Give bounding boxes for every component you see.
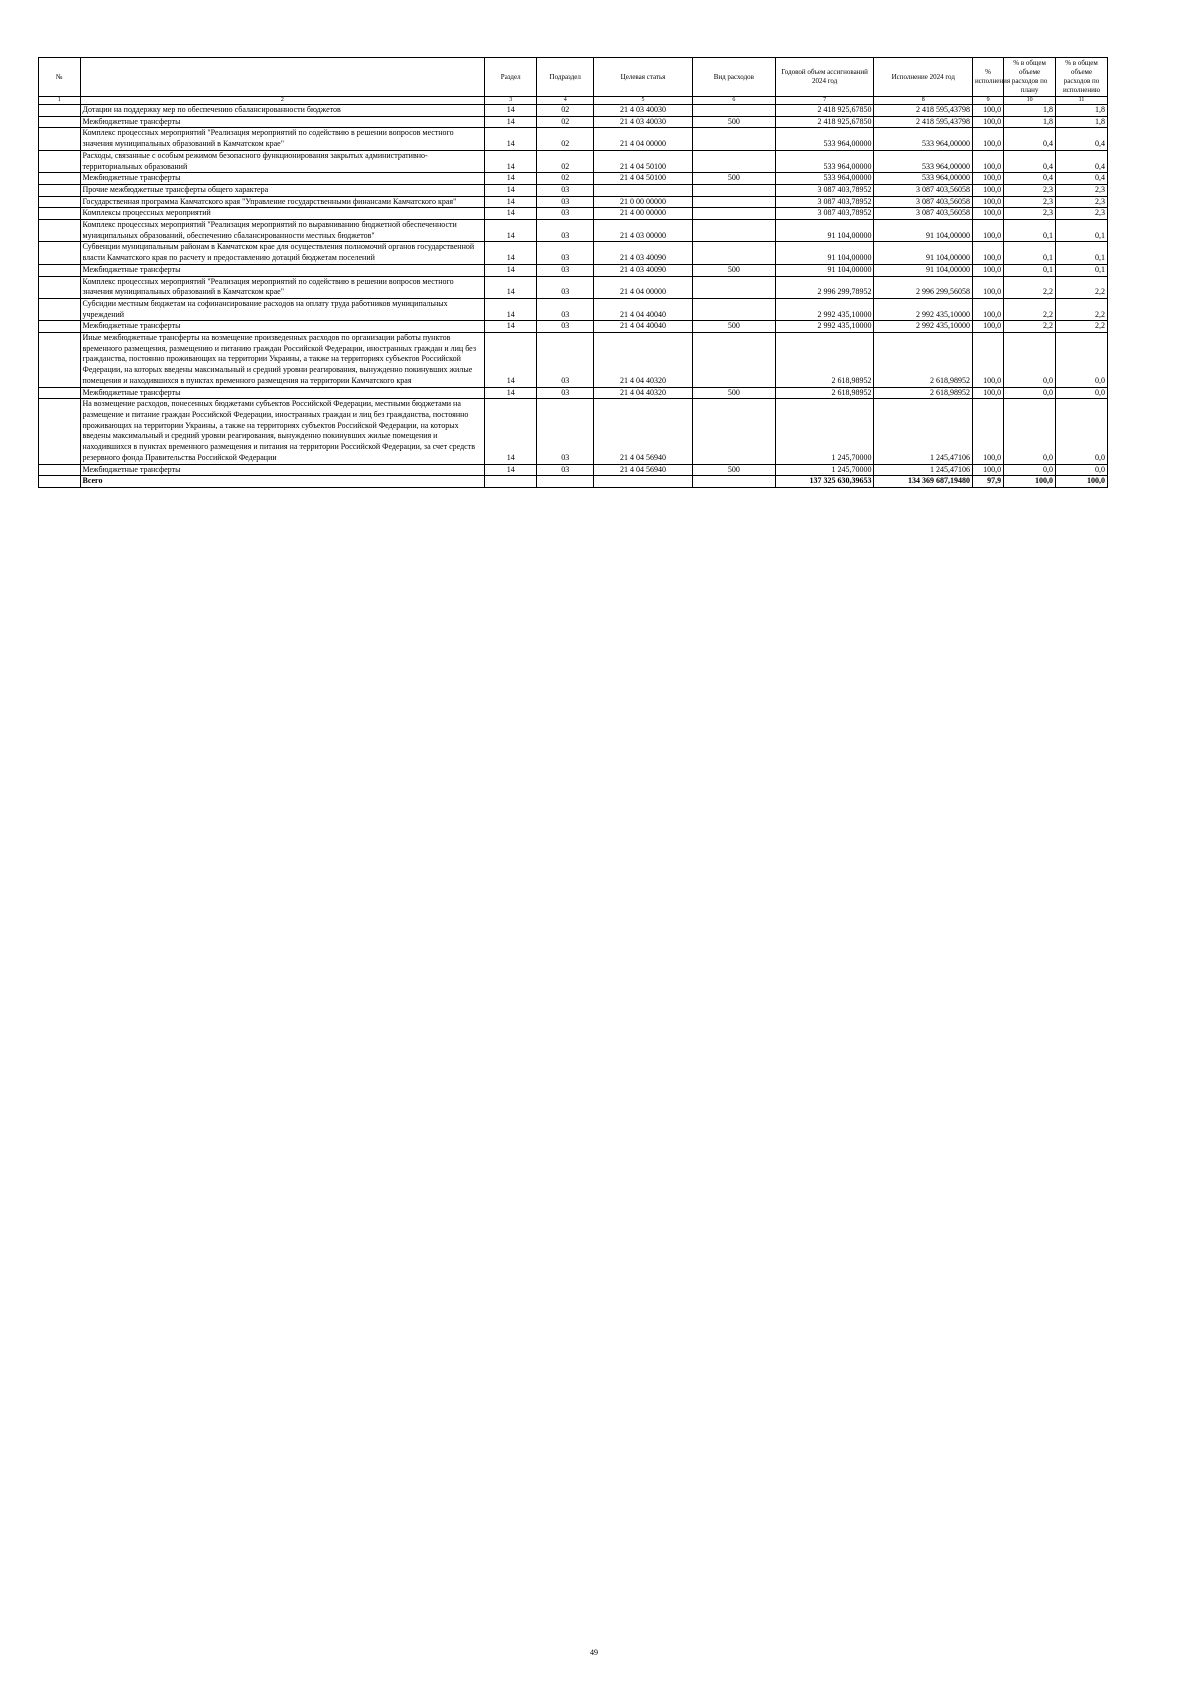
row-share-fact: 2,3 [1056, 196, 1108, 208]
row-name: На возмещение расходов, понесенных бюджетами субъектов Российской Федерации, местными бюджетами на размещение и питание граждан Российской Федерации, иностранных граждан и лиц без гражданства, постоянно проживающих на территории Украины, а также на территориях субъектов Российской Федерации, на которых введены максимальный и средний уровни реагирования, вынужденно покинувших жилые помещения и находившихся в пунктах временного размещения и питания на территории Российской Федерации, за счет средств резервного фонда Правительства Российской Федерации [80, 399, 485, 464]
row-pct: 100,0 [973, 173, 1004, 185]
row-expense-type [692, 333, 775, 388]
table-row [39, 399, 1108, 464]
row-plan: 2 418 925,67850 [775, 116, 874, 128]
row-pct: 100,0 [973, 150, 1004, 172]
total-fact: 134 369 687,19480 [874, 476, 973, 488]
header-target-article: Целевая статья [594, 58, 693, 97]
row-expense-type [692, 128, 775, 150]
row-share-plan: 0,0 [1004, 387, 1056, 399]
row-name: Дотации на поддержку мер по обеспечению сбалансированности бюджетов [80, 105, 485, 117]
colnum: 8 [874, 97, 973, 105]
row-fact: 533 964,00000 [874, 173, 973, 185]
row-fact: 2 618,98952 [874, 333, 973, 388]
row-share-plan: 0,1 [1004, 242, 1056, 264]
row-razdel: 14 [485, 399, 537, 464]
row-expense-type [692, 150, 775, 172]
row-expense-type [692, 242, 775, 264]
row-razdel: 14 [485, 321, 537, 333]
row-num [39, 242, 81, 264]
row-plan: 1 245,70000 [775, 399, 874, 464]
row-expense-type [692, 184, 775, 196]
colnum: 1 [39, 97, 81, 105]
row-share-fact: 0,0 [1056, 464, 1108, 476]
row-fact: 533 964,00000 [874, 150, 973, 172]
row-podrazdel: 03 [537, 399, 594, 464]
colnum: 10 [1004, 97, 1056, 105]
row-name: Межбюджетные трансферты [80, 264, 485, 276]
row-share-plan: 2,3 [1004, 208, 1056, 220]
row-pct: 100,0 [973, 220, 1004, 242]
row-name: Комплекс процессных мероприятий "Реализация мероприятий по содействию в решении вопросов местного значения муниципальных образований в Камчатском крае" [80, 128, 485, 150]
row-share-plan: 2,3 [1004, 184, 1056, 196]
row-share-fact: 0,1 [1056, 242, 1108, 264]
row-pct: 100,0 [973, 264, 1004, 276]
row-plan: 91 104,00000 [775, 242, 874, 264]
row-share-fact: 1,8 [1056, 105, 1108, 117]
total-plan: 137 325 630,39653 [775, 476, 874, 488]
row-pct: 100,0 [973, 196, 1004, 208]
row-fact: 2 618,98952 [874, 387, 973, 399]
row-podrazdel: 03 [537, 321, 594, 333]
row-fact: 2 992 435,10000 [874, 321, 973, 333]
row-expense-type [692, 399, 775, 464]
row-target-article: 21 4 03 00000 [594, 220, 693, 242]
row-fact: 533 964,00000 [874, 128, 973, 150]
row-podrazdel: 03 [537, 464, 594, 476]
row-share-fact: 0,4 [1056, 173, 1108, 185]
table-row [39, 276, 1108, 298]
row-razdel: 14 [485, 173, 537, 185]
row-plan: 2 992 435,10000 [775, 298, 874, 320]
table-row [39, 321, 1108, 333]
row-razdel: 14 [485, 298, 537, 320]
row-fact: 3 087 403,56058 [874, 184, 973, 196]
total-empty-cell [537, 476, 594, 488]
total-empty-cell [594, 476, 693, 488]
row-fact: 91 104,00000 [874, 264, 973, 276]
row-pct: 100,0 [973, 242, 1004, 264]
row-target-article: 21 4 03 40090 [594, 264, 693, 276]
row-plan: 91 104,00000 [775, 220, 874, 242]
row-fact: 1 245,47106 [874, 399, 973, 464]
row-podrazdel: 02 [537, 150, 594, 172]
row-podrazdel: 02 [537, 173, 594, 185]
page-number: 49 [590, 1648, 598, 1657]
colnum: 11 [1056, 97, 1108, 105]
row-plan: 2 996 299,78952 [775, 276, 874, 298]
row-podrazdel: 03 [537, 333, 594, 388]
colnum: 9 [973, 97, 1004, 105]
table-row [39, 116, 1108, 128]
row-pct: 100,0 [973, 116, 1004, 128]
row-podrazdel: 03 [537, 276, 594, 298]
total-empty-cell [692, 476, 775, 488]
row-share-plan: 1,8 [1004, 116, 1056, 128]
row-num [39, 220, 81, 242]
table-row [39, 464, 1108, 476]
row-razdel: 14 [485, 196, 537, 208]
colnum: 3 [485, 97, 537, 105]
row-razdel: 14 [485, 242, 537, 264]
row-podrazdel: 03 [537, 196, 594, 208]
row-target-article: 21 4 03 40030 [594, 116, 693, 128]
row-share-fact: 0,1 [1056, 220, 1108, 242]
row-num [39, 298, 81, 320]
row-podrazdel: 02 [537, 105, 594, 117]
row-pct: 100,0 [973, 105, 1004, 117]
row-target-article: 21 4 04 50100 [594, 173, 693, 185]
row-plan: 2 418 925,67850 [775, 105, 874, 117]
budget-execution-table [38, 57, 1108, 488]
row-num [39, 276, 81, 298]
table-row [39, 208, 1108, 220]
table-row [39, 150, 1108, 172]
header-razdel: Раздел [485, 58, 537, 97]
row-pct: 100,0 [973, 333, 1004, 388]
row-share-fact: 0,1 [1056, 264, 1108, 276]
colnum: 6 [692, 97, 775, 105]
row-share-fact: 0,4 [1056, 128, 1108, 150]
row-expense-type [692, 196, 775, 208]
row-expense-type [692, 276, 775, 298]
row-razdel: 14 [485, 220, 537, 242]
total-num-cell [39, 476, 81, 488]
row-razdel: 14 [485, 116, 537, 128]
row-target-article: 21 4 04 50100 [594, 150, 693, 172]
row-name: Комплексы процессных мероприятий [80, 208, 485, 220]
row-share-plan: 0,4 [1004, 173, 1056, 185]
row-razdel: 14 [485, 264, 537, 276]
row-share-plan: 1,8 [1004, 105, 1056, 117]
row-expense-type [692, 298, 775, 320]
total-pct: 97,9 [973, 476, 1004, 488]
row-pct: 100,0 [973, 387, 1004, 399]
row-target-article: 21 4 00 00000 [594, 208, 693, 220]
row-share-plan: 0,1 [1004, 264, 1056, 276]
row-share-fact: 0,0 [1056, 399, 1108, 464]
row-podrazdel: 02 [537, 128, 594, 150]
row-num [39, 387, 81, 399]
row-target-article: 21 4 04 56940 [594, 464, 693, 476]
row-target-article: 21 0 00 00000 [594, 196, 693, 208]
colnum: 4 [537, 97, 594, 105]
row-num [39, 264, 81, 276]
row-name: Иные межбюджетные трансферты на возмещение произведенных расходов по организации работы пунктов временного размещения, размещению и питанию граждан Российской Федерации, иностранных граждан и лиц без гражданства, постоянно проживающих на территории Украины, а также на территориях субъектов Российской Федерации, на которых введены максимальный и средний уровни реагирования, вынужденно покинувших жилые помещения и находившихся в пунктах временного размещения на территории Камчатского края [80, 333, 485, 388]
row-podrazdel: 03 [537, 387, 594, 399]
row-plan: 533 964,00000 [775, 150, 874, 172]
row-num [39, 196, 81, 208]
row-razdel: 14 [485, 128, 537, 150]
table-row [39, 387, 1108, 399]
row-pct: 100,0 [973, 321, 1004, 333]
row-target-article [594, 184, 693, 196]
row-share-plan: 2,2 [1004, 276, 1056, 298]
row-name: Прочие межбюджетные трансферты общего характера [80, 184, 485, 196]
row-plan: 1 245,70000 [775, 464, 874, 476]
row-name: Комплекс процессных мероприятий "Реализация мероприятий по содействию в решении вопросов местного значения муниципальных образований в Камчатском крае" [80, 276, 485, 298]
row-podrazdel: 03 [537, 298, 594, 320]
row-pct: 100,0 [973, 184, 1004, 196]
table-row [39, 264, 1108, 276]
row-podrazdel: 03 [537, 242, 594, 264]
row-share-fact: 2,2 [1056, 276, 1108, 298]
row-target-article: 21 4 04 00000 [594, 276, 693, 298]
row-num [39, 184, 81, 196]
row-share-fact: 1,8 [1056, 116, 1108, 128]
row-target-article: 21 4 03 40090 [594, 242, 693, 264]
row-num [39, 333, 81, 388]
row-fact: 2 996 299,56058 [874, 276, 973, 298]
row-fact: 91 104,00000 [874, 242, 973, 264]
row-expense-type [692, 220, 775, 242]
row-share-plan: 2,3 [1004, 196, 1056, 208]
row-fact: 2 418 595,43798 [874, 105, 973, 117]
row-name: Межбюджетные трансферты [80, 116, 485, 128]
header-expense-type: Вид расходов [692, 58, 775, 97]
total-label: Всего [80, 476, 485, 488]
row-podrazdel: 03 [537, 264, 594, 276]
table-row [39, 196, 1108, 208]
row-target-article: 21 4 04 56940 [594, 399, 693, 464]
total-row [39, 476, 1108, 488]
row-share-plan: 2,2 [1004, 298, 1056, 320]
table-row [39, 173, 1108, 185]
row-plan: 3 087 403,78952 [775, 184, 874, 196]
row-num [39, 399, 81, 464]
table-row [39, 220, 1108, 242]
row-name: Субвенции муниципальным районам в Камчатском крае для осуществления полномочий органов государственной власти Камчатского края по расчету и предоставлению дотаций бюджетам поселений [80, 242, 485, 264]
row-share-plan: 0,1 [1004, 220, 1056, 242]
row-plan: 2 992 435,10000 [775, 321, 874, 333]
row-share-plan: 2,2 [1004, 321, 1056, 333]
row-target-article: 21 4 03 40030 [594, 105, 693, 117]
row-plan: 91 104,00000 [775, 264, 874, 276]
row-plan: 2 618,98952 [775, 387, 874, 399]
row-plan: 3 087 403,78952 [775, 208, 874, 220]
row-num [39, 208, 81, 220]
row-name: Государственная программа Камчатского края "Управление государственными финансами Камчатского края" [80, 196, 485, 208]
row-razdel: 14 [485, 464, 537, 476]
row-target-article: 21 4 04 40320 [594, 333, 693, 388]
total-share-fact: 100,0 [1056, 476, 1108, 488]
row-num [39, 321, 81, 333]
row-num [39, 105, 81, 117]
table-row [39, 128, 1108, 150]
row-fact: 91 104,00000 [874, 220, 973, 242]
row-expense-type: 500 [692, 464, 775, 476]
row-share-fact: 2,3 [1056, 208, 1108, 220]
row-expense-type: 500 [692, 321, 775, 333]
row-pct: 100,0 [973, 399, 1004, 464]
row-plan: 533 964,00000 [775, 173, 874, 185]
row-pct: 100,0 [973, 208, 1004, 220]
row-share-plan: 0,4 [1004, 150, 1056, 172]
table-row [39, 242, 1108, 264]
row-expense-type: 500 [692, 116, 775, 128]
row-razdel: 14 [485, 208, 537, 220]
row-expense-type: 500 [692, 173, 775, 185]
row-name: Межбюджетные трансферты [80, 173, 485, 185]
row-pct: 100,0 [973, 276, 1004, 298]
colnum: 5 [594, 97, 693, 105]
table-row [39, 184, 1108, 196]
row-fact: 1 245,47106 [874, 464, 973, 476]
row-num [39, 150, 81, 172]
header-podrazdel: Подраздел [537, 58, 594, 97]
header-share-fact: % в общем объеме расходов по исполнению [1056, 58, 1108, 97]
column-numbers-row [39, 97, 1108, 105]
row-num [39, 173, 81, 185]
row-plan: 533 964,00000 [775, 128, 874, 150]
row-expense-type [692, 208, 775, 220]
row-razdel: 14 [485, 276, 537, 298]
row-fact: 2 992 435,10000 [874, 298, 973, 320]
header-num: № [39, 58, 81, 97]
row-target-article: 21 4 04 40040 [594, 298, 693, 320]
row-razdel: 14 [485, 387, 537, 399]
row-share-plan: 0,0 [1004, 333, 1056, 388]
header-fact: Исполнение 2024 год [874, 58, 973, 97]
row-fact: 2 418 595,43798 [874, 116, 973, 128]
row-share-fact: 2,2 [1056, 298, 1108, 320]
row-share-fact: 2,2 [1056, 321, 1108, 333]
table-row [39, 105, 1108, 117]
row-share-plan: 0,4 [1004, 128, 1056, 150]
row-podrazdel: 03 [537, 220, 594, 242]
row-share-fact: 0,0 [1056, 387, 1108, 399]
row-razdel: 14 [485, 333, 537, 388]
row-num [39, 116, 81, 128]
row-pct: 100,0 [973, 298, 1004, 320]
row-pct: 100,0 [973, 464, 1004, 476]
row-razdel: 14 [485, 150, 537, 172]
header-plan: Годовой объем ассигнований 2024 год [775, 58, 874, 97]
row-share-fact: 0,4 [1056, 150, 1108, 172]
row-share-plan: 0,0 [1004, 399, 1056, 464]
row-razdel: 14 [485, 184, 537, 196]
total-empty-cell [485, 476, 537, 488]
row-target-article: 21 4 04 40040 [594, 321, 693, 333]
row-pct: 100,0 [973, 128, 1004, 150]
row-name: Субсидии местным бюджетам на софинансирование расходов на оплату труда работников муниципальных учреждений [80, 298, 485, 320]
row-expense-type: 500 [692, 387, 775, 399]
row-name: Межбюджетные трансферты [80, 387, 485, 399]
row-razdel: 14 [485, 105, 537, 117]
header-share-plan: % в общем объеме расходов по плану [1004, 58, 1056, 97]
row-expense-type: 500 [692, 264, 775, 276]
row-name: Расходы, связанные с особым режимом безопасного функционирования закрытых административно-территориальных образований [80, 150, 485, 172]
header-row [39, 58, 1108, 97]
header-name [80, 58, 485, 97]
row-name: Межбюджетные трансферты [80, 464, 485, 476]
row-num [39, 128, 81, 150]
row-fact: 3 087 403,56058 [874, 196, 973, 208]
colnum: 2 [80, 97, 485, 105]
header-pct: % исполнения [973, 58, 1004, 97]
row-target-article: 21 4 04 00000 [594, 128, 693, 150]
row-share-fact: 2,3 [1056, 184, 1108, 196]
row-name: Комплекс процессных мероприятий "Реализация мероприятий по выравниванию бюджетной обеспеченности муниципальных образований, обеспечению сбалансированности местных бюджетов" [80, 220, 485, 242]
row-share-plan: 0,0 [1004, 464, 1056, 476]
row-podrazdel: 03 [537, 208, 594, 220]
colnum: 7 [775, 97, 874, 105]
row-name: Межбюджетные трансферты [80, 321, 485, 333]
row-podrazdel: 02 [537, 116, 594, 128]
row-fact: 3 087 403,56058 [874, 208, 973, 220]
row-share-fact: 0,0 [1056, 333, 1108, 388]
row-podrazdel: 03 [537, 184, 594, 196]
row-plan: 2 618,98952 [775, 333, 874, 388]
table-row [39, 333, 1108, 388]
row-num [39, 464, 81, 476]
row-plan: 3 087 403,78952 [775, 196, 874, 208]
table-row [39, 298, 1108, 320]
total-share-plan: 100,0 [1004, 476, 1056, 488]
row-expense-type [692, 105, 775, 117]
row-target-article: 21 4 04 40320 [594, 387, 693, 399]
